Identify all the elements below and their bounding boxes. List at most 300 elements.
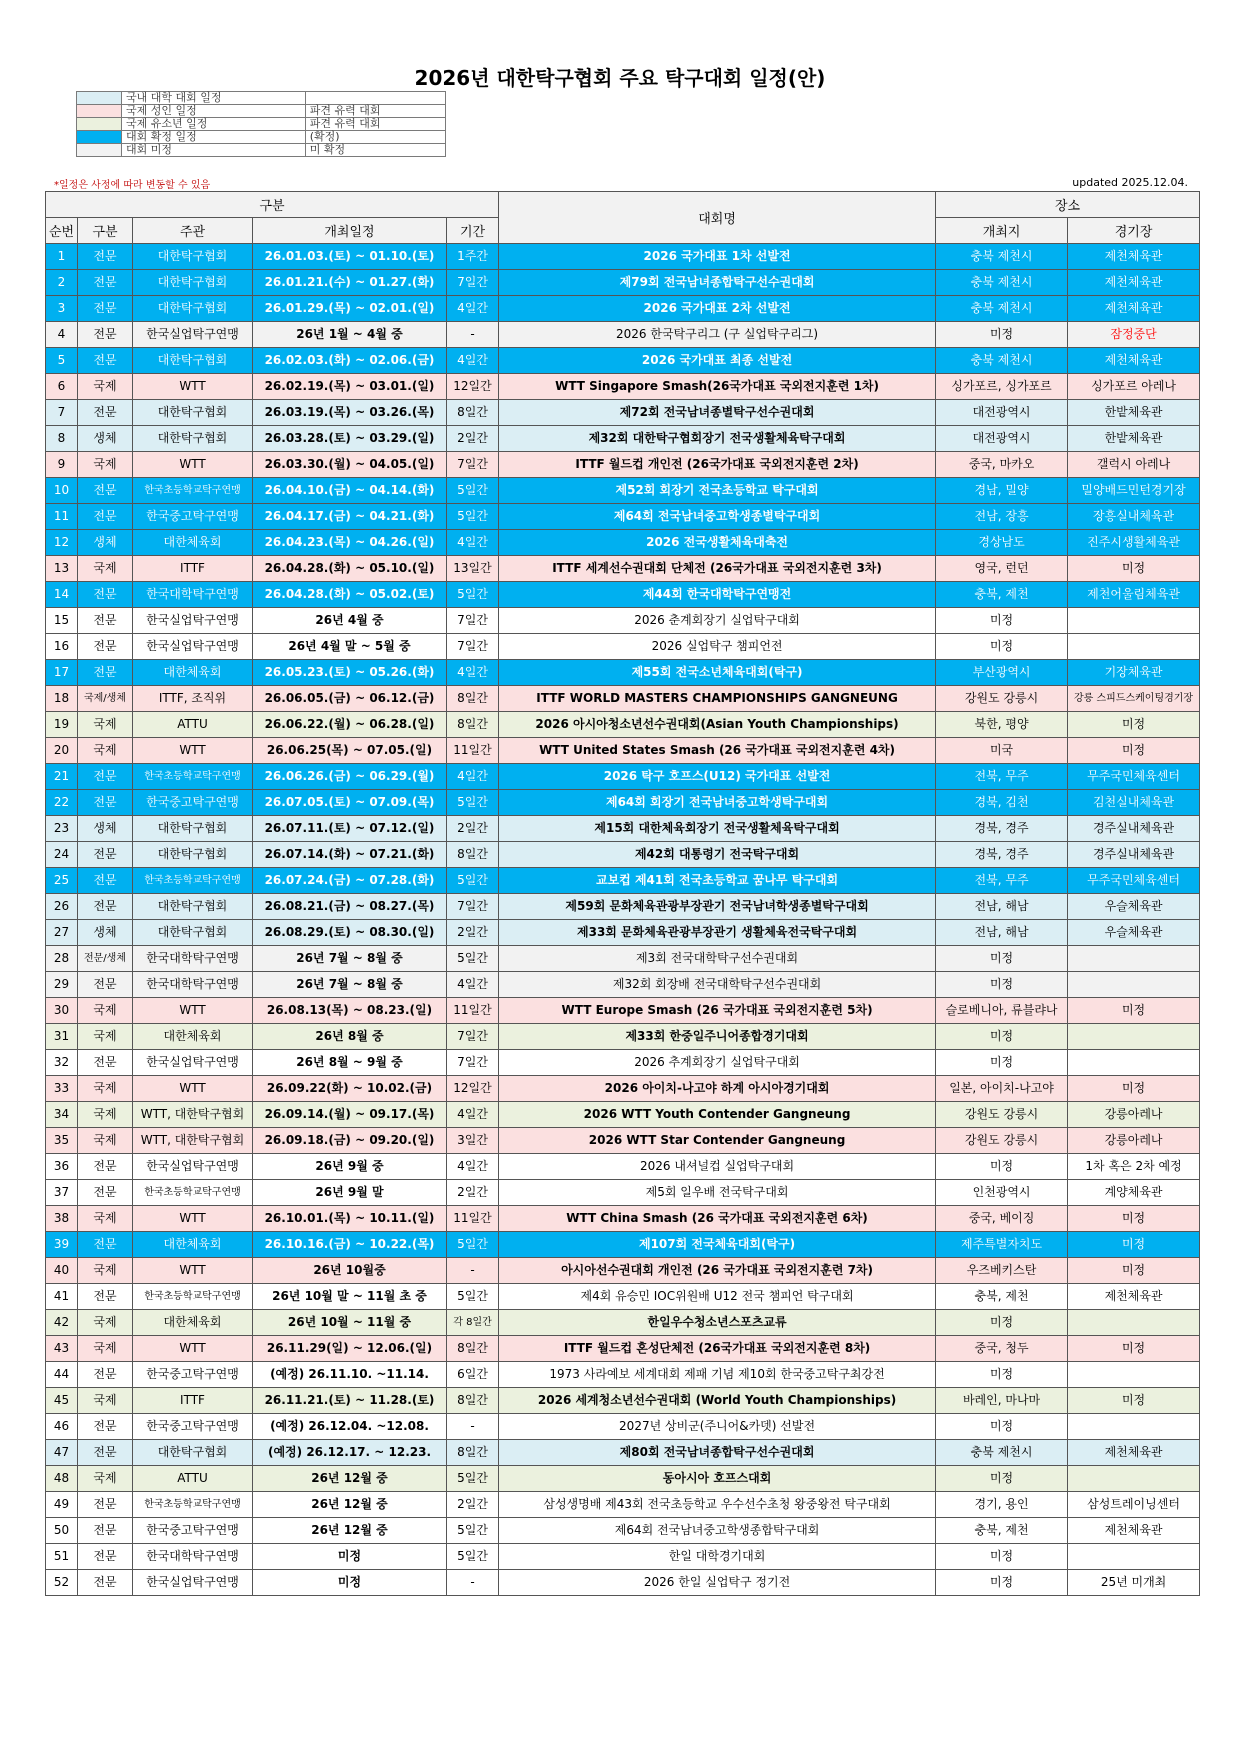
cell-no: 33 (46, 1076, 78, 1102)
cell-period: 11일간 (447, 998, 499, 1024)
cell-stadium: 강릉아레나 (1068, 1102, 1200, 1128)
cell-host: 대한탁구협회 (133, 816, 253, 842)
cell-period: 6일간 (447, 1362, 499, 1388)
table-row (46, 478, 1200, 504)
cell-type: 국제 (78, 1102, 133, 1128)
cell-host: 한국초등학교탁구연맹 (133, 764, 253, 790)
cell-host: WTT (133, 1076, 253, 1102)
cell-event-name: 제3회 전국대학탁구선수권대회 (499, 946, 936, 972)
cell-location: 경남, 밀양 (936, 478, 1068, 504)
cell-type: 전문 (78, 1154, 133, 1180)
cell-location: 미정 (936, 608, 1068, 634)
cell-host: 한국초등학교탁구연맹 (133, 1284, 253, 1310)
cell-host: 한국대학탁구연맹 (133, 946, 253, 972)
cell-stadium: 미정 (1068, 1232, 1200, 1258)
cell-stadium: 제천체육관 (1068, 270, 1200, 296)
cell-period: 4일간 (447, 972, 499, 998)
cell-period: - (447, 1258, 499, 1284)
cell-no: 48 (46, 1466, 78, 1492)
cell-location: 전남, 해남 (936, 920, 1068, 946)
cell-host: 대한탁구협회 (133, 296, 253, 322)
cell-location: 미정 (936, 322, 1068, 348)
cell-location: 충북, 제천 (936, 1518, 1068, 1544)
table-row (46, 504, 1200, 530)
cell-type: 전문/생체 (78, 946, 133, 972)
cell-type: 전문 (78, 634, 133, 660)
legend-item (77, 131, 446, 144)
cell-location: 강원도 강릉시 (936, 1128, 1068, 1154)
table-row (46, 1024, 1200, 1050)
cell-stadium: 기장체육관 (1068, 660, 1200, 686)
cell-stadium: 갤럭시 아레나 (1068, 452, 1200, 478)
cell-location: 경상남도 (936, 530, 1068, 556)
cell-date: 26년 12월 중 (253, 1492, 447, 1518)
cell-event-name: 제33회 문화체육관광부장관기 생활체육전국탁구대회 (499, 920, 936, 946)
cell-stadium: 미정 (1068, 1388, 1200, 1414)
table-row (46, 816, 1200, 842)
cell-location: 경북, 김천 (936, 790, 1068, 816)
cell-date: 26년 9월 중 (253, 1154, 447, 1180)
cell-no: 22 (46, 790, 78, 816)
cell-event-name: 제32회 회장배 전국대학탁구선수권대회 (499, 972, 936, 998)
cell-host: WTT (133, 998, 253, 1024)
cell-no: 10 (46, 478, 78, 504)
cell-event-name: 제80회 전국남녀종합탁구선수권대회 (499, 1440, 936, 1466)
cell-date: 26.07.24.(금) ~ 07.28.(화) (253, 868, 447, 894)
cell-date: 26.11.29(일) ~ 12.06.(일) (253, 1336, 447, 1362)
cell-location: 미국 (936, 738, 1068, 764)
table-row (46, 1310, 1200, 1336)
cell-date: 26.04.28.(화) ~ 05.02.(토) (253, 582, 447, 608)
table-row (46, 972, 1200, 998)
table-row (46, 1440, 1200, 1466)
cell-stadium: 한밭체육관 (1068, 400, 1200, 426)
cell-event-name: 제59회 문화체육관광부장관기 전국남녀학생종별탁구대회 (499, 894, 936, 920)
cell-host: 대한체육회 (133, 1024, 253, 1050)
cell-event-name: ITTF 월드컵 개인전 (26국가대표 국외전지훈련 2차) (499, 452, 936, 478)
cell-date: (예정) 26.11.10. ~11.14. (253, 1362, 447, 1388)
legend-note: 미 확정 (305, 144, 445, 157)
cell-host: 대한체육회 (133, 660, 253, 686)
table-row (46, 842, 1200, 868)
cell-host: 한국초등학교탁구연맹 (133, 1180, 253, 1206)
header-venue: 장소 (936, 192, 1200, 218)
cell-date: 26년 4월 중 (253, 608, 447, 634)
cell-stadium: 미정 (1068, 1206, 1200, 1232)
cell-host: 대한탁구협회 (133, 920, 253, 946)
cell-no: 18 (46, 686, 78, 712)
cell-period: 7일간 (447, 452, 499, 478)
cell-no: 44 (46, 1362, 78, 1388)
cell-date: 미정 (253, 1570, 447, 1596)
cell-date: (예정) 26.12.17. ~ 12.23. (253, 1440, 447, 1466)
cell-date: 26년 7월 ~ 8월 중 (253, 946, 447, 972)
cell-no: 8 (46, 426, 78, 452)
table-row (46, 1050, 1200, 1076)
cell-period: 2일간 (447, 1492, 499, 1518)
cell-host: ITTF, 조직위 (133, 686, 253, 712)
cell-no: 50 (46, 1518, 78, 1544)
cell-type: 전문 (78, 1414, 133, 1440)
cell-type: 전문 (78, 1544, 133, 1570)
table-row (46, 400, 1200, 426)
legend-swatch (77, 105, 122, 118)
cell-period: 각 8일간 (447, 1310, 499, 1336)
table-row (46, 998, 1200, 1024)
legend-label: 국제 성인 일정 (122, 105, 306, 118)
cell-location: 충북 제천시 (936, 1440, 1068, 1466)
table-row (46, 764, 1200, 790)
table-row (46, 894, 1200, 920)
cell-location: 바레인, 마나마 (936, 1388, 1068, 1414)
cell-stadium: 제천체육관 (1068, 1284, 1200, 1310)
cell-event-name: 제33회 한중일주니어종합경기대회 (499, 1024, 936, 1050)
cell-type: 생체 (78, 920, 133, 946)
cell-date: 26.08.29.(토) ~ 08.30.(일) (253, 920, 447, 946)
cell-location: 미정 (936, 972, 1068, 998)
legend-swatch (77, 144, 122, 157)
cell-period: 5일간 (447, 1518, 499, 1544)
cell-type: 국제 (78, 374, 133, 400)
legend-item (77, 105, 446, 118)
cell-stadium: 김천실내체육관 (1068, 790, 1200, 816)
updated-date: updated 2025.12.04. (1072, 176, 1188, 189)
cell-stadium: 미정 (1068, 1336, 1200, 1362)
cell-stadium: 강릉 스피드스케이팅경기장 (1068, 686, 1200, 712)
cell-period: 2일간 (447, 426, 499, 452)
cell-type: 국제 (78, 1076, 133, 1102)
cell-event-name: 제32회 대한탁구협회장기 전국생활체육탁구대회 (499, 426, 936, 452)
cell-event-name: 2026 국가대표 2차 선발전 (499, 296, 936, 322)
cell-date: 26년 10월 말 ~ 11월 초 중 (253, 1284, 447, 1310)
cell-host: 한국중고탁구연맹 (133, 1362, 253, 1388)
cell-event-name: 제55회 전국소년체육대회(탁구) (499, 660, 936, 686)
cell-event-name: 제44회 한국대학탁구연맹전 (499, 582, 936, 608)
cell-period: 2일간 (447, 816, 499, 842)
cell-date: 26.06.05.(금) ~ 06.12.(금) (253, 686, 447, 712)
table-row (46, 1336, 1200, 1362)
cell-type: 전문 (78, 348, 133, 374)
cell-no: 49 (46, 1492, 78, 1518)
cell-date: 26년 12월 중 (253, 1518, 447, 1544)
cell-stadium: 무주국민체육센터 (1068, 764, 1200, 790)
table-row (46, 920, 1200, 946)
cell-event-name: 제79회 전국남녀종합탁구선수권대회 (499, 270, 936, 296)
cell-type: 전문 (78, 1180, 133, 1206)
table-row (46, 322, 1200, 348)
cell-host: 대한탁구협회 (133, 842, 253, 868)
cell-period: 11일간 (447, 1206, 499, 1232)
cell-host: 대한체육회 (133, 530, 253, 556)
cell-event-name: WTT Europe Smash (26 국가대표 국외전지훈련 5차) (499, 998, 936, 1024)
cell-host: 한국실업탁구연맹 (133, 1154, 253, 1180)
cell-stadium (1068, 1362, 1200, 1388)
cell-host: WTT (133, 1206, 253, 1232)
cell-no: 13 (46, 556, 78, 582)
cell-period: 5일간 (447, 790, 499, 816)
table-row (46, 1414, 1200, 1440)
cell-stadium: 경주실내체육관 (1068, 816, 1200, 842)
cell-type: 생체 (78, 426, 133, 452)
cell-location: 중국, 마카오 (936, 452, 1068, 478)
cell-period: - (447, 1414, 499, 1440)
cell-location: 충북 제천시 (936, 348, 1068, 374)
cell-location: 미정 (936, 1024, 1068, 1050)
cell-period: 3일간 (447, 1128, 499, 1154)
cell-location: 미정 (936, 946, 1068, 972)
cell-event-name: 2026 한일 실업탁구 정기전 (499, 1570, 936, 1596)
legend-swatch (77, 118, 122, 131)
cell-location: 전남, 장흥 (936, 504, 1068, 530)
cell-date: 26.09.18.(금) ~ 09.20.(일) (253, 1128, 447, 1154)
legend-note: 파견 유력 대회 (305, 118, 445, 131)
cell-location: 일본, 아이치-나고야 (936, 1076, 1068, 1102)
cell-location: 제주특별자치도 (936, 1232, 1068, 1258)
cell-type: 전문 (78, 868, 133, 894)
cell-type: 국제 (78, 738, 133, 764)
cell-host: 한국초등학교탁구연맹 (133, 1492, 253, 1518)
cell-no: 6 (46, 374, 78, 400)
cell-date: 26.07.14.(화) ~ 07.21.(화) (253, 842, 447, 868)
table-row (46, 1570, 1200, 1596)
cell-location: 충북 제천시 (936, 244, 1068, 270)
cell-type: 전문 (78, 270, 133, 296)
cell-no: 47 (46, 1440, 78, 1466)
cell-stadium: 삼성트레이닝센터 (1068, 1492, 1200, 1518)
cell-event-name: ITTF WORLD MASTERS CHAMPIONSHIPS GANGNEUNG (499, 686, 936, 712)
cell-period: 5일간 (447, 582, 499, 608)
cell-location: 대전광역시 (936, 400, 1068, 426)
table-row (46, 1258, 1200, 1284)
legend-label: 대회 확정 일정 (122, 131, 306, 144)
cell-type: 전문 (78, 244, 133, 270)
cell-type: 국제 (78, 1128, 133, 1154)
cell-type: 전문 (78, 1284, 133, 1310)
cell-location: 충북 제천시 (936, 296, 1068, 322)
cell-event-name: 동아시아 호프스대회 (499, 1466, 936, 1492)
cell-stadium (1068, 634, 1200, 660)
cell-date: 26.08.13(목) ~ 08.23.(일) (253, 998, 447, 1024)
cell-event-name: 1973 사라예보 세계대회 제패 기념 제10회 한국중고탁구최강전 (499, 1362, 936, 1388)
legend-label: 국제 유소년 일정 (122, 118, 306, 131)
cell-event-name: 2026 WTT Youth Contender Gangneung (499, 1102, 936, 1128)
cell-stadium (1068, 1466, 1200, 1492)
cell-period: 5일간 (447, 478, 499, 504)
cell-host: WTT (133, 1258, 253, 1284)
legend-label: 국내 대학 대회 일정 (122, 92, 306, 105)
cell-location: 부산광역시 (936, 660, 1068, 686)
cell-host: 대한탁구협회 (133, 244, 253, 270)
cell-stadium: 미정 (1068, 712, 1200, 738)
cell-date: (예정) 26.12.04. ~12.08. (253, 1414, 447, 1440)
cell-event-name: 제64회 회장기 전국남녀중고학생탁구대회 (499, 790, 936, 816)
cell-stadium: 미정 (1068, 738, 1200, 764)
cell-type: 전문 (78, 582, 133, 608)
cell-date: 26년 7월 ~ 8월 중 (253, 972, 447, 998)
cell-host: 한국중고탁구연맹 (133, 1414, 253, 1440)
cell-no: 17 (46, 660, 78, 686)
table-row (46, 452, 1200, 478)
cell-event-name: 2026 춘계회장기 실업탁구대회 (499, 608, 936, 634)
header-group: 구분 (46, 192, 499, 218)
cell-no: 20 (46, 738, 78, 764)
cell-stadium (1068, 1024, 1200, 1050)
table-row (46, 244, 1200, 270)
cell-location: 전북, 무주 (936, 868, 1068, 894)
cell-event-name: 2026 국가대표 최종 선발전 (499, 348, 936, 374)
cell-event-name: WTT China Smash (26 국가대표 국외전지훈련 6차) (499, 1206, 936, 1232)
cell-host: ITTF (133, 556, 253, 582)
cell-no: 3 (46, 296, 78, 322)
cell-host: 대한탁구협회 (133, 426, 253, 452)
cell-stadium: 제천체육관 (1068, 296, 1200, 322)
cell-event-name: 한일 대학경기대회 (499, 1544, 936, 1570)
cell-host: WTT (133, 452, 253, 478)
cell-location: 중국, 청두 (936, 1336, 1068, 1362)
table-row (46, 582, 1200, 608)
cell-no: 37 (46, 1180, 78, 1206)
cell-event-name: 제15회 대한체육회장기 전국생활체육탁구대회 (499, 816, 936, 842)
table-row (46, 1180, 1200, 1206)
cell-no: 12 (46, 530, 78, 556)
cell-no: 25 (46, 868, 78, 894)
cell-stadium: 계양체육관 (1068, 1180, 1200, 1206)
cell-host: 대한탁구협회 (133, 894, 253, 920)
cell-date: 미정 (253, 1544, 447, 1570)
cell-event-name: WTT Singapore Smash(26국가대표 국외전지훈련 1차) (499, 374, 936, 400)
cell-host: 한국중고탁구연맹 (133, 790, 253, 816)
table-row (46, 556, 1200, 582)
cell-period: 8일간 (447, 1388, 499, 1414)
cell-location: 미정 (936, 1570, 1068, 1596)
table-row (46, 1518, 1200, 1544)
cell-event-name: 2026 아이치-나고야 하계 아시아경기대회 (499, 1076, 936, 1102)
cell-period: 2일간 (447, 920, 499, 946)
cell-stadium: 미정 (1068, 556, 1200, 582)
header-host: 주관 (133, 218, 253, 244)
cell-type: 국제 (78, 1336, 133, 1362)
cell-host: 한국대학탁구연맹 (133, 582, 253, 608)
cell-period: 7일간 (447, 1050, 499, 1076)
table-row (46, 686, 1200, 712)
cell-event-name: 2026 WTT Star Contender Gangneung (499, 1128, 936, 1154)
cell-location: 전북, 무주 (936, 764, 1068, 790)
cell-no: 28 (46, 946, 78, 972)
cell-event-name: 2027년 상비군(주니어&카뎃) 선발전 (499, 1414, 936, 1440)
cell-no: 11 (46, 504, 78, 530)
cell-location: 북한, 평양 (936, 712, 1068, 738)
cell-date: 26년 4월 말 ~ 5월 중 (253, 634, 447, 660)
cell-location: 강원도 강릉시 (936, 686, 1068, 712)
cell-period: 8일간 (447, 1336, 499, 1362)
cell-type: 국제 (78, 1206, 133, 1232)
cell-date: 26.11.21.(토) ~ 11.28.(토) (253, 1388, 447, 1414)
cell-location: 우즈베키스탄 (936, 1258, 1068, 1284)
cell-location: 경기, 용인 (936, 1492, 1068, 1518)
cell-no: 4 (46, 322, 78, 348)
cell-host: ATTU (133, 712, 253, 738)
cell-event-name: 2026 국가대표 1차 선발전 (499, 244, 936, 270)
cell-period: 5일간 (447, 1466, 499, 1492)
cell-no: 51 (46, 1544, 78, 1570)
cell-type: 전문 (78, 1362, 133, 1388)
cell-host: 대한체육회 (133, 1310, 253, 1336)
cell-host: WTT (133, 374, 253, 400)
cell-period: 5일간 (447, 1284, 499, 1310)
cell-stadium: 제천체육관 (1068, 1518, 1200, 1544)
cell-host: 대한탁구협회 (133, 348, 253, 374)
table-row (46, 946, 1200, 972)
cell-date: 26년 1월 ~ 4월 중 (253, 322, 447, 348)
cell-event-name: ITTF 월드컵 혼성단체전 (26국가대표 국외전지훈련 8차) (499, 1336, 936, 1362)
table-row (46, 712, 1200, 738)
table-row (46, 1128, 1200, 1154)
cell-no: 43 (46, 1336, 78, 1362)
table-row (46, 1544, 1200, 1570)
cell-host: 한국실업탁구연맹 (133, 322, 253, 348)
cell-event-name: 한일우수청소년스포츠교류 (499, 1310, 936, 1336)
cell-date: 26.06.22.(월) ~ 06.28.(일) (253, 712, 447, 738)
cell-date: 26.04.17.(금) ~ 04.21.(화) (253, 504, 447, 530)
header-period: 기간 (447, 218, 499, 244)
cell-no: 2 (46, 270, 78, 296)
cell-stadium: 강릉아레나 (1068, 1128, 1200, 1154)
cell-event-name: 아시아선수권대회 개인전 (26 국가대표 국외전지훈련 7차) (499, 1258, 936, 1284)
cell-host: ATTU (133, 1466, 253, 1492)
cell-stadium: 밀양배드민턴경기장 (1068, 478, 1200, 504)
cell-stadium (1068, 946, 1200, 972)
table-row (46, 530, 1200, 556)
cell-type: 전문 (78, 504, 133, 530)
cell-type: 전문 (78, 1440, 133, 1466)
cell-date: 26.01.03.(토) ~ 01.10.(토) (253, 244, 447, 270)
cell-no: 30 (46, 998, 78, 1024)
cell-location: 중국, 베이징 (936, 1206, 1068, 1232)
cell-period: 4일간 (447, 530, 499, 556)
cell-date: 26.10.16.(금) ~ 10.22.(목) (253, 1232, 447, 1258)
cell-no: 38 (46, 1206, 78, 1232)
cell-event-name: 제5회 일우배 전국탁구대회 (499, 1180, 936, 1206)
cell-event-name: 교보컵 제41회 전국초등학교 꿈나무 탁구대회 (499, 868, 936, 894)
cell-no: 16 (46, 634, 78, 660)
cell-type: 전문 (78, 608, 133, 634)
header-date: 개최일정 (253, 218, 447, 244)
cell-location: 충북, 제천 (936, 1284, 1068, 1310)
cell-stadium: 경주실내체육관 (1068, 842, 1200, 868)
cell-no: 23 (46, 816, 78, 842)
table-row (46, 738, 1200, 764)
cell-host: 한국실업탁구연맹 (133, 1050, 253, 1076)
table-row (46, 348, 1200, 374)
cell-type: 국제 (78, 1258, 133, 1284)
cell-event-name: 2026 실업탁구 챔피언전 (499, 634, 936, 660)
cell-date: 26.02.03.(화) ~ 02.06.(금) (253, 348, 447, 374)
cell-date: 26년 9월 말 (253, 1180, 447, 1206)
legend-label: 대회 미정 (122, 144, 306, 157)
cell-event-name: 삼성생명배 제43회 전국초등학교 우수선수초청 왕중왕전 탁구대회 (499, 1492, 936, 1518)
table-row (46, 1284, 1200, 1310)
cell-event-name: 제64회 전국남녀중고학생종합탁구대회 (499, 1518, 936, 1544)
cell-stadium: 장흥실내체육관 (1068, 504, 1200, 530)
table-row (46, 868, 1200, 894)
cell-period: 4일간 (447, 296, 499, 322)
legend-swatch (77, 131, 122, 144)
cell-event-name: 제107회 전국체육대회(탁구) (499, 1232, 936, 1258)
cell-event-name: 제72회 전국남녀종별탁구선수권대회 (499, 400, 936, 426)
cell-no: 15 (46, 608, 78, 634)
cell-no: 39 (46, 1232, 78, 1258)
table-row (46, 1362, 1200, 1388)
